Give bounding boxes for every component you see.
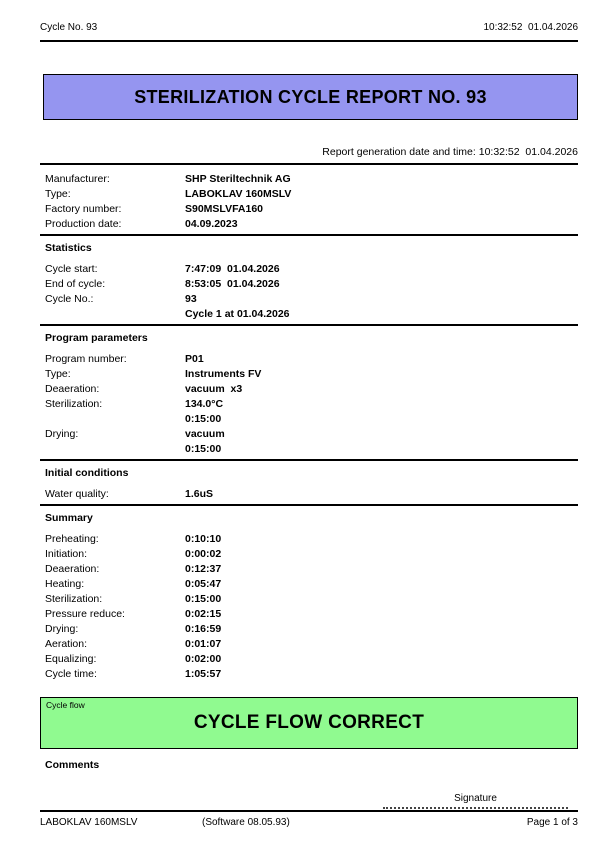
kv-label: Drying: [45, 428, 79, 440]
kv-value: 1:05:57 [185, 668, 222, 680]
kv-row [40, 217, 578, 232]
signature-line [383, 793, 568, 809]
report-title: STERILIZATION CYCLE REPORT NO. 93 [134, 86, 487, 107]
kv-value: 7:47:09 01.04.2026 [185, 263, 280, 275]
kv-row [40, 667, 578, 682]
kv-label [45, 412, 185, 427]
cycle-flow-status-text: CYCLE FLOW CORRECT [193, 712, 425, 733]
kv-row [40, 367, 578, 382]
section-initial-conditions [40, 459, 578, 504]
kv-row [40, 652, 578, 667]
kv-row [40, 487, 578, 502]
kv-value: 0:15:00 [185, 443, 222, 455]
kv-row [40, 547, 578, 562]
kv-value: 0:02:00 [185, 653, 222, 665]
section-statistics [40, 234, 578, 324]
kv-row [40, 622, 578, 637]
kv-label: Type: [45, 188, 71, 200]
kv-value: LABOKLAV 160MSLV [185, 188, 292, 200]
kv-label: End of cycle: [45, 278, 106, 290]
kv-row [40, 172, 578, 187]
header-datetime: 10:32:52 01.04.2026 [483, 22, 578, 33]
kv-value: SHP Steriltechnik AG [185, 173, 291, 185]
header-cycle-no: Cycle No. 93 [40, 22, 98, 33]
kv-label: Program number: [45, 353, 127, 365]
kv-value: S90MSLVFA160 [185, 203, 264, 215]
kv-row [40, 592, 578, 607]
kv-label: Cycle time: [45, 668, 97, 680]
kv-row [40, 562, 578, 577]
statistics-heading: Statistics [45, 242, 92, 254]
initial-conditions-rows [40, 487, 578, 502]
kv-label: Deaeration: [45, 383, 100, 395]
kv-value: 0:10:10 [185, 533, 222, 545]
kv-row [40, 187, 578, 202]
footer-software-version: (Software 08.05.93) [202, 817, 290, 828]
kv-value: 0:16:59 [185, 623, 222, 635]
kv-row [40, 382, 578, 397]
kv-value: 0:05:47 [185, 578, 222, 590]
kv-row [40, 412, 578, 427]
kv-value: vacuum [185, 428, 225, 440]
kv-label: Water quality: [45, 488, 109, 500]
section-device-info [40, 165, 578, 234]
kv-label: Type: [45, 368, 71, 380]
kv-label [45, 307, 185, 322]
kv-value: 0:15:00 [185, 413, 222, 425]
kv-value: 0:01:07 [185, 638, 222, 650]
kv-label: Drying: [45, 623, 79, 635]
page-content [40, 0, 578, 809]
kv-row [40, 277, 578, 292]
kv-label: Initiation: [45, 548, 88, 560]
title-banner [43, 74, 578, 120]
program-parameters-rows [40, 352, 578, 457]
kv-row [40, 442, 578, 457]
kv-value: vacuum x3 [185, 383, 243, 395]
kv-value: 04.09.2023 [185, 218, 238, 230]
kv-label: Factory number: [45, 203, 122, 215]
kv-value: P01 [185, 353, 204, 365]
kv-value: 0:12:37 [185, 563, 222, 575]
kv-value: Cycle 1 at 01.04.2026 [185, 308, 290, 320]
kv-row [40, 352, 578, 367]
kv-row [40, 292, 578, 307]
kv-label [45, 442, 185, 457]
device-info-rows [40, 172, 578, 232]
kv-row [40, 262, 578, 277]
initial-conditions-heading: Initial conditions [45, 467, 129, 479]
kv-label: Aeration: [45, 638, 88, 650]
kv-label: Sterilization: [45, 398, 103, 410]
kv-label: Pressure reduce: [45, 608, 125, 620]
cycle-flow-label: Cycle flow [46, 700, 85, 710]
kv-value: 1.6uS [185, 488, 214, 500]
page-footer [40, 810, 578, 829]
kv-value: 0:02:15 [185, 608, 222, 620]
kv-value: 0:15:00 [185, 593, 222, 605]
kv-row [40, 607, 578, 622]
summary-rows [40, 532, 578, 682]
kv-row [40, 397, 578, 412]
kv-row [40, 577, 578, 592]
kv-row [40, 637, 578, 652]
cycle-flow-status-box [40, 697, 578, 749]
section-summary [40, 504, 578, 684]
kv-label: Cycle start: [45, 263, 98, 275]
statistics-rows [40, 262, 578, 322]
kv-value: Instruments FV [185, 368, 262, 380]
comments-heading: Comments [45, 759, 100, 771]
page-header [40, 0, 578, 42]
kv-value: 0:00:02 [185, 548, 222, 560]
kv-label: Deaeration: [45, 563, 100, 575]
section-program-parameters [40, 324, 578, 459]
kv-label: Equalizing: [45, 653, 97, 665]
kv-row [40, 307, 578, 322]
kv-label: Production date: [45, 218, 122, 230]
kv-label: Manufacturer: [45, 173, 110, 185]
kv-label: Sterilization: [45, 593, 103, 605]
summary-heading: Summary [45, 512, 93, 524]
kv-label: Preheating: [45, 533, 99, 545]
kv-row [40, 532, 578, 547]
program-parameters-heading: Program parameters [45, 332, 148, 344]
kv-label: Cycle No.: [45, 293, 94, 305]
footer-page-number: Page 1 of 3 [526, 817, 578, 828]
kv-value: 93 [185, 293, 197, 305]
signature-label: Signature [454, 793, 497, 804]
kv-label: Heating: [45, 578, 85, 590]
kv-value: 134.0°C [185, 398, 224, 410]
kv-row [40, 427, 578, 442]
kv-row [40, 202, 578, 217]
kv-value: 8:53:05 01.04.2026 [185, 278, 280, 290]
footer-device-name: LABOKLAV 160MSLV [40, 817, 138, 828]
report-generation-line: Report generation date and time: 10:32:52 01.04.2026 [40, 146, 578, 165]
